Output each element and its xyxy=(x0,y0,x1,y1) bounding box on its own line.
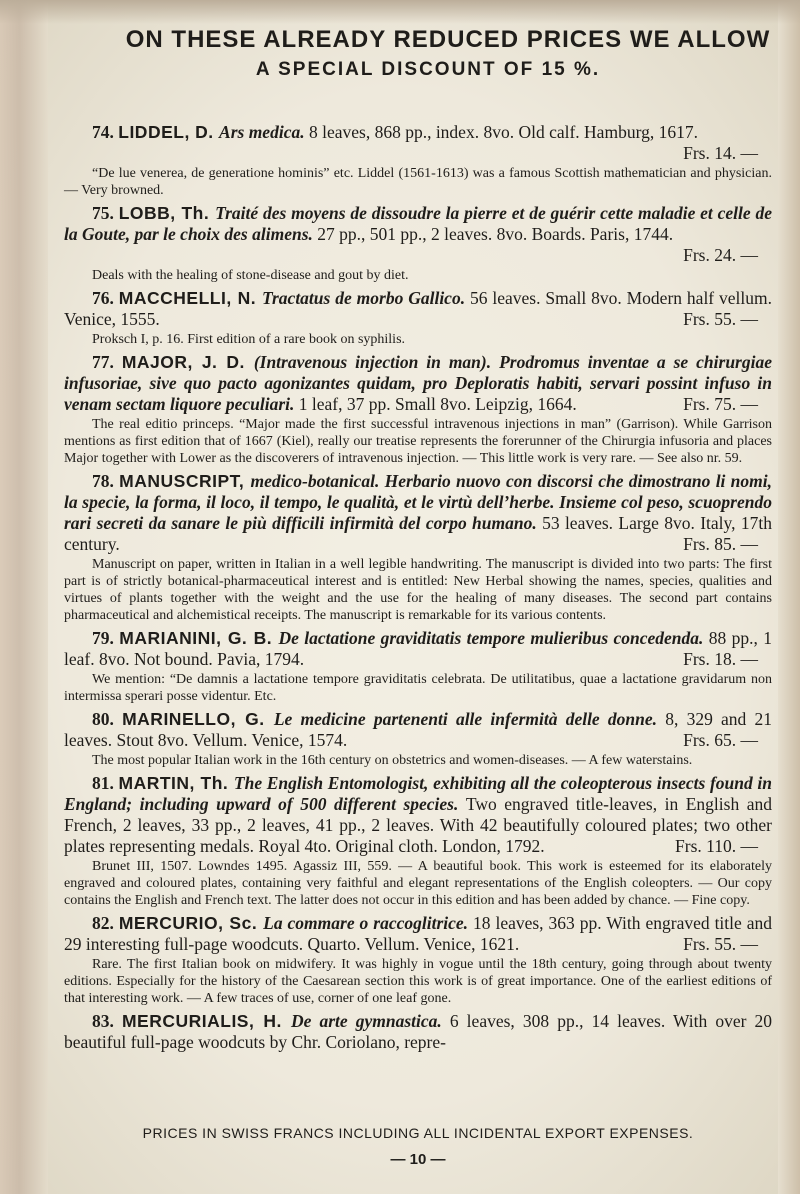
catalogue-entry xyxy=(64,1011,772,1053)
entry-author: MAJOR, J. D. xyxy=(121,352,254,372)
page-content xyxy=(64,26,772,1057)
entry-price: Frs. 55. — xyxy=(683,934,758,954)
entry-details: 8 leaves, 868 pp., index. 8vo. Old calf. Hamburg, 1617. xyxy=(308,122,698,142)
entry-number: 77. xyxy=(92,352,114,372)
page-edge-right xyxy=(778,0,800,1194)
entry-note: Manuscript on paper, written in Italian in a well legible handwriting. The manuscript is divided into two parts: The first part is of strictly botanical-pharmaceutical interest and is entitled: New Herbal showing the names, species, qualities and virtues of plants together with the weight and the use for the healing of many diseases. The second part contains pharmaceutical and alchemistical receipts. The manuscript is remarkable for its various contents. xyxy=(64,557,772,623)
entry-main xyxy=(64,773,772,857)
entry-main xyxy=(64,913,772,955)
entry-details: 88 pp., 1 leaf. 8vo. Not bound. Pavia, 1794. xyxy=(64,628,773,669)
entry-title: Traité des moyens de dissoudre la pierre et de guérir cette maladie et celle de la Goute, par le choix des alimens. xyxy=(64,203,773,244)
entry-number: 81. xyxy=(92,773,114,793)
entry-author: MACCHELLI, N. xyxy=(118,288,262,308)
page-edge-left xyxy=(0,0,48,1194)
entry-note: The real editio princeps. “Major made the first successful intravenous injections in man” (Garrison). While Garrison mentions as first edition that of 1667 (Kiel), really our treatise represents the forerunner of the Chirurgia infusoria and places Major together with Lower as the discoverers of intravenous injection. — This little work is very rare. — See also nr. 59. xyxy=(64,417,772,466)
entry-title: (Intravenous injection in man). Prodromus inventae a se chirurgiae infusoriae, sive quo pacto agonizantes quidam, pro Deploratis habiti, servari possint infuso in venam sectam liquore peculiari. xyxy=(64,352,772,414)
entry-details: 56 leaves. Small 8vo. Modern half vellum. Venice, 1555. xyxy=(64,288,773,329)
entry-number: 80. xyxy=(92,709,114,729)
entry-title: De lactatione graviditatis tempore mulieribus concedenda. xyxy=(278,628,709,648)
entry-title: Le medicine partenenti alle infermità delle donne. xyxy=(273,709,666,729)
entry-number: 76. xyxy=(92,288,114,308)
entry-main xyxy=(64,709,772,751)
entry-main xyxy=(64,628,772,670)
entry-main xyxy=(64,1011,772,1053)
entry-title: Ars medica. xyxy=(219,122,309,142)
entry-number: 79. xyxy=(92,628,114,648)
entry-title: The English Entomologist, exhibiting all the coleopterous insects found in England; including upward of 500 different species. xyxy=(64,773,772,814)
entry-number: 74. xyxy=(92,122,114,142)
entry-price: Frs. 75. — xyxy=(683,394,758,414)
catalogue-entry xyxy=(64,709,772,769)
entry-price: Frs. 65. — xyxy=(683,730,758,750)
entry-details: 6 leaves, 308 pp., 14 leaves. With over 20 beautiful full-page woodcuts by Chr. Coriolano, repre- xyxy=(64,1011,772,1052)
catalogue-entry xyxy=(64,122,772,199)
entry-main xyxy=(64,203,773,265)
entry-note: The most popular Italian work in the 16th century on obstetrics and women-diseases. — A few waterstains. xyxy=(92,753,693,768)
entry-price: Frs. 110. — xyxy=(675,836,758,856)
catalogue-entry xyxy=(64,471,772,624)
entry-note: “De lue venerea, de generatione hominis” etc. Liddel (1561-1613) was a famous Scottish mathematician and physician. — Very browned. xyxy=(64,166,772,198)
entry-title: medico-botanical. Herbario nuovo con discorsi che dimostrano li nomi, la specie, la forma, il loco, il tempo, le qualità, et le virtù dell’herbe. Insieme col peso, scuoprendo rari secreti da sanare le più difficili infirmità del corpo humano. xyxy=(64,471,773,533)
entry-author: MERCURIALIS, H. xyxy=(121,1011,291,1031)
entry-author: LOBB, Th. xyxy=(118,203,216,223)
entry-details: 1 leaf, 37 pp. Small 8vo. Leipzig, 1664. xyxy=(298,394,577,414)
entry-number: 75. xyxy=(92,203,114,223)
entry-number: 82. xyxy=(92,913,114,933)
entry-main xyxy=(64,122,772,163)
entry-title: De arte gymnastica. xyxy=(290,1011,450,1031)
entry-details: 27 pp., 501 pp., 2 leaves. 8vo. Boards. Paris, 1744. xyxy=(317,224,674,244)
discount-subheader: A SPECIAL DISCOUNT OF 15 %. xyxy=(255,59,601,80)
entry-note: Deals with the healing of stone-disease and gout by diet. xyxy=(92,268,409,283)
discount-header: ON THESE ALREADY REDUCED PRICES WE ALLOW xyxy=(125,26,771,53)
entry-price: Frs. 14. — xyxy=(683,143,758,163)
catalogue-entry xyxy=(64,628,772,705)
catalogue-entry xyxy=(64,773,772,909)
entry-main xyxy=(64,352,772,415)
entry-details: 53 leaves. Large 8vo. Italy, 17th century. xyxy=(64,513,772,554)
pricing-footer: PRICES IN SWISS FRANCS INCLUDING ALL INCIDENTAL EXPORT EXPENSES. xyxy=(142,1125,694,1141)
entry-author: MANUSCRIPT, xyxy=(119,471,251,491)
entry-author: MARIANINI, G. B. xyxy=(119,628,279,648)
entry-details: 18 leaves, 363 pp. With engraved title and 29 interesting full-page woodcuts. Quarto. Vellum. Venice, 1621. xyxy=(64,913,773,954)
catalogue-entry xyxy=(64,352,772,467)
entry-note: Rare. The first Italian book on midwifery. It was highly in vogue until the 18th century, going through about twenty editions. Especially for the history of the Caesarean section this work is of great importance. One of the earliest editions of that interesting work. — A few traces of use, corner of one leaf gone. xyxy=(64,957,772,1006)
page-edge-top xyxy=(0,0,800,24)
entry-main xyxy=(64,471,772,555)
entry-details: 8, 329 and 21 leaves. Stout 8vo. Vellum. Venice, 1574. xyxy=(64,709,773,750)
entry-title: Tractatus de morbo Gallico. xyxy=(261,288,470,308)
catalogue-entries xyxy=(64,122,772,1053)
entry-author: MARINELLO, G. xyxy=(122,709,274,729)
entry-number: 83. xyxy=(92,1011,114,1031)
entry-price: Frs. 18. — xyxy=(683,649,758,669)
entry-note: Brunet III, 1507. Lowndes 1495. Agassiz III, 559. — A beautiful book. This work is esteemed for its elaborately engraved and coloured plates, containing very faithful and elegant representations of the English coleopters. — Our copy contains the English and French text. The latter does not occur in this edition and has been added by chance. — Fine copy. xyxy=(64,859,772,908)
catalogue-entry xyxy=(64,913,772,1007)
entry-title: La commare o raccoglitrice. xyxy=(263,913,473,933)
entry-main xyxy=(64,288,772,330)
entry-note: Proksch I, p. 16. First edition of a rare book on syphilis. xyxy=(92,332,406,347)
catalogue-entry xyxy=(64,288,772,348)
entry-author: LIDDEL, D. xyxy=(118,122,220,142)
catalogue-entry xyxy=(64,203,772,284)
entry-note: We mention: “De damnis a lactatione tempore graviditatis celebrata. De utilitatibus, quae a lactatione gravidarum non intermissa sperari posse videntur. Etc. xyxy=(64,672,772,704)
entry-price: Frs. 55. — xyxy=(683,309,758,329)
page-number: — 10 — xyxy=(390,1151,446,1168)
entry-price: Frs. 85. — xyxy=(683,534,758,554)
entry-details: Two engraved title-leaves, in English and French, 2 leaves, 33 pp., 2 leaves, 41 pp., 2 leaves. With 42 beautifully coloured plates; two other plates representing medals. Royal 4to. Original cloth. London, 1792. xyxy=(64,794,772,856)
entry-author: MARTIN, Th. xyxy=(118,773,234,793)
entry-number: 78. xyxy=(92,471,114,491)
entry-author: MERCURIO, Sc. xyxy=(118,913,264,933)
entry-price: Frs. 24. — xyxy=(683,245,758,265)
